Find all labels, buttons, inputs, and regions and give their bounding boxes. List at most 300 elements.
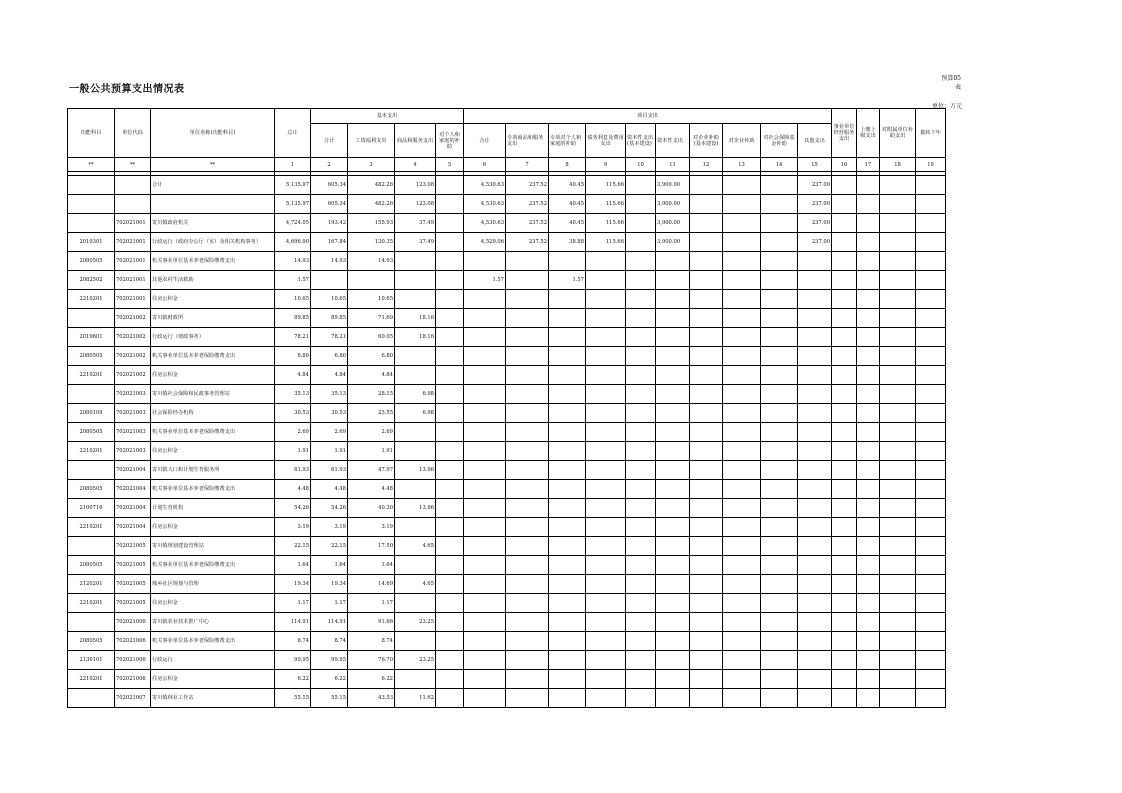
proj-capital-cell bbox=[656, 442, 690, 461]
basic-sum-cell: 1.91 bbox=[311, 442, 348, 461]
upper-cell bbox=[857, 328, 880, 347]
header-basic-salary: 工资福利支出 bbox=[348, 124, 395, 158]
total-cell: 4,696.90 bbox=[275, 233, 311, 252]
basic-salary-cell: 1.91 bbox=[348, 442, 395, 461]
name-cell: 寄川镇社会保障和民政事务管理站 bbox=[151, 385, 275, 404]
index-cell: 13 bbox=[723, 158, 761, 172]
basic-personal-cell bbox=[436, 347, 464, 366]
proj-ent-build-cell bbox=[690, 651, 723, 670]
total-cell: 6.22 bbox=[275, 670, 311, 689]
proj-ent-build-cell bbox=[690, 385, 723, 404]
proj-ent-cell bbox=[723, 328, 761, 347]
career-cell bbox=[832, 366, 857, 385]
proj-sum-cell bbox=[464, 594, 506, 613]
proj-personal-cell bbox=[549, 556, 586, 575]
basic-sum-cell: 30.53 bbox=[311, 404, 348, 423]
basic-sum-cell: 61.93 bbox=[311, 461, 348, 480]
proj-ent-cell bbox=[723, 252, 761, 271]
basic-sum-cell: 3.19 bbox=[311, 518, 348, 537]
subsidy-cell bbox=[880, 670, 916, 689]
proj-goods-cell: 237.52 bbox=[506, 214, 549, 233]
total-cell: 89.85 bbox=[275, 309, 311, 328]
proj-capital-build-cell bbox=[626, 442, 656, 461]
basic-sum-cell: 10.65 bbox=[311, 290, 348, 309]
proj-goods-cell bbox=[506, 442, 549, 461]
func-cell bbox=[68, 176, 115, 195]
code-cell: 702021005 bbox=[115, 537, 151, 556]
func-cell bbox=[68, 461, 115, 480]
proj-other-cell bbox=[798, 461, 832, 480]
basic-personal-cell bbox=[436, 214, 464, 233]
total-cell: 30.53 bbox=[275, 404, 311, 423]
proj-personal-cell bbox=[549, 347, 586, 366]
proj-debt-cell bbox=[586, 499, 626, 518]
career-cell bbox=[832, 556, 857, 575]
total-cell: 4.84 bbox=[275, 366, 311, 385]
career-cell bbox=[832, 423, 857, 442]
proj-capital-build-cell bbox=[626, 423, 656, 442]
proj-ent-cell bbox=[723, 537, 761, 556]
basic-salary-cell: 8.74 bbox=[348, 632, 395, 651]
proj-social-cell bbox=[761, 442, 798, 461]
proj-debt-cell: 115.66 bbox=[586, 176, 626, 195]
proj-ent-build-cell bbox=[690, 537, 723, 556]
code-cell: 702021003 bbox=[115, 442, 151, 461]
proj-ent-cell bbox=[723, 556, 761, 575]
basic-goods-cell: 4.65 bbox=[395, 537, 436, 556]
header-proj-capital: 资本性支出 bbox=[656, 124, 690, 158]
proj-capital-cell: 3,900.00 bbox=[656, 176, 690, 195]
subsidy-cell bbox=[880, 233, 916, 252]
basic-personal-cell bbox=[436, 556, 464, 575]
func-cell: 2080109 bbox=[68, 404, 115, 423]
career-cell bbox=[832, 499, 857, 518]
proj-ent-cell bbox=[723, 195, 761, 214]
name-cell: 合计 bbox=[151, 176, 275, 195]
career-cell bbox=[832, 518, 857, 537]
basic-sum-cell: 55.15 bbox=[311, 689, 348, 708]
code-cell bbox=[115, 195, 151, 214]
subsidy-cell bbox=[880, 537, 916, 556]
func-cell: 2080505 bbox=[68, 632, 115, 651]
basic-sum-cell: 193.42 bbox=[311, 214, 348, 233]
basic-personal-cell bbox=[436, 233, 464, 252]
proj-goods-cell bbox=[506, 366, 549, 385]
basic-salary-cell: 4.84 bbox=[348, 366, 395, 385]
basic-sum-cell: 6.22 bbox=[311, 670, 348, 689]
proj-capital-build-cell bbox=[626, 347, 656, 366]
proj-ent-build-cell bbox=[690, 290, 723, 309]
transfer-cell bbox=[916, 214, 946, 233]
total-cell: 14.93 bbox=[275, 252, 311, 271]
table-row bbox=[68, 575, 946, 594]
proj-social-cell bbox=[761, 594, 798, 613]
header-proj-sum: 合计 bbox=[464, 124, 506, 158]
proj-other-cell bbox=[798, 442, 832, 461]
career-cell bbox=[832, 613, 857, 632]
upper-cell bbox=[857, 594, 880, 613]
proj-other-cell: 237.00 bbox=[798, 195, 832, 214]
proj-social-cell bbox=[761, 214, 798, 233]
form-number bbox=[941, 74, 961, 92]
basic-sum-cell: 2.69 bbox=[311, 423, 348, 442]
proj-other-cell bbox=[798, 556, 832, 575]
header-proj-debt: 债务利息及费用支出 bbox=[586, 124, 626, 158]
basic-personal-cell bbox=[436, 537, 464, 556]
proj-social-cell bbox=[761, 252, 798, 271]
proj-ent-cell bbox=[723, 670, 761, 689]
transfer-cell bbox=[916, 632, 946, 651]
total-cell: 1.17 bbox=[275, 594, 311, 613]
index-cell: 4 bbox=[395, 158, 436, 172]
code-cell: 702021003 bbox=[115, 385, 151, 404]
basic-salary-cell: 76.70 bbox=[348, 651, 395, 670]
total-cell: 35.13 bbox=[275, 385, 311, 404]
basic-goods-cell bbox=[395, 347, 436, 366]
name-cell: 机关事业单位基本养老保险缴费支出 bbox=[151, 632, 275, 651]
proj-sum-cell bbox=[464, 347, 506, 366]
proj-ent-build-cell bbox=[690, 271, 723, 290]
proj-goods-cell bbox=[506, 385, 549, 404]
proj-ent-build-cell bbox=[690, 670, 723, 689]
basic-personal-cell bbox=[436, 271, 464, 290]
transfer-cell bbox=[916, 385, 946, 404]
basic-goods-cell bbox=[395, 670, 436, 689]
proj-sum-cell: 4,530.63 bbox=[464, 176, 506, 195]
index-cell: 19 bbox=[916, 158, 946, 172]
upper-cell bbox=[857, 290, 880, 309]
upper-cell bbox=[857, 385, 880, 404]
func-cell: 2100716 bbox=[68, 499, 115, 518]
total-cell: 55.15 bbox=[275, 689, 311, 708]
proj-capital-build-cell bbox=[626, 366, 656, 385]
proj-capital-build-cell bbox=[626, 651, 656, 670]
transfer-cell bbox=[916, 442, 946, 461]
name-cell: 计划生育机构 bbox=[151, 499, 275, 518]
transfer-cell bbox=[916, 518, 946, 537]
proj-ent-cell bbox=[723, 366, 761, 385]
basic-sum-cell: 6.80 bbox=[311, 347, 348, 366]
proj-social-cell bbox=[761, 518, 798, 537]
subsidy-cell bbox=[880, 347, 916, 366]
code-cell: 702021004 bbox=[115, 461, 151, 480]
basic-salary-cell: 482.26 bbox=[348, 195, 395, 214]
basic-salary-cell: 4.48 bbox=[348, 480, 395, 499]
career-cell bbox=[832, 689, 857, 708]
career-cell bbox=[832, 480, 857, 499]
proj-ent-cell bbox=[723, 651, 761, 670]
basic-goods-cell: 6.98 bbox=[395, 385, 436, 404]
upper-cell bbox=[857, 442, 880, 461]
proj-other-cell: 237.00 bbox=[798, 214, 832, 233]
header-basic: 基本支出 bbox=[311, 109, 464, 124]
proj-goods-cell bbox=[506, 670, 549, 689]
index-cell: 17 bbox=[857, 158, 880, 172]
proj-ent-cell bbox=[723, 385, 761, 404]
basic-salary-cell: 14.93 bbox=[348, 252, 395, 271]
proj-ent-build-cell bbox=[690, 366, 723, 385]
table-row bbox=[68, 689, 946, 708]
career-cell bbox=[832, 670, 857, 689]
transfer-cell bbox=[916, 176, 946, 195]
total-cell: 19.34 bbox=[275, 575, 311, 594]
code-cell: 702021005 bbox=[115, 556, 151, 575]
name-cell: 城乡社区规划与管理 bbox=[151, 575, 275, 594]
subsidy-cell bbox=[880, 518, 916, 537]
basic-salary-cell: 23.55 bbox=[348, 404, 395, 423]
basic-salary-cell: 6.22 bbox=[348, 670, 395, 689]
proj-personal-cell bbox=[549, 404, 586, 423]
name-cell: 机关事业单位基本养老保险缴费支出 bbox=[151, 423, 275, 442]
name-cell: 其他农村生活救助 bbox=[151, 271, 275, 290]
header-basic-personal: 对个人和家庭的补助 bbox=[436, 124, 464, 158]
proj-capital-cell bbox=[656, 423, 690, 442]
basic-goods-cell bbox=[395, 442, 436, 461]
proj-ent-build-cell bbox=[690, 442, 723, 461]
proj-capital-build-cell bbox=[626, 689, 656, 708]
proj-ent-build-cell bbox=[690, 404, 723, 423]
name-cell: 寄川镇规划建设管理站 bbox=[151, 537, 275, 556]
career-cell bbox=[832, 632, 857, 651]
proj-ent-build-cell bbox=[690, 594, 723, 613]
code-cell: 702021003 bbox=[115, 404, 151, 423]
basic-goods-cell: 23.25 bbox=[395, 651, 436, 670]
basic-sum-cell: 167.84 bbox=[311, 233, 348, 252]
proj-capital-build-cell bbox=[626, 632, 656, 651]
header-basic-goods: 商品和服务支出 bbox=[395, 124, 436, 158]
proj-capital-cell bbox=[656, 670, 690, 689]
proj-goods-cell bbox=[506, 271, 549, 290]
code-cell: 702021001 bbox=[115, 252, 151, 271]
proj-social-cell bbox=[761, 556, 798, 575]
proj-social-cell bbox=[761, 290, 798, 309]
code-cell: 702021005 bbox=[115, 575, 151, 594]
proj-personal-cell bbox=[549, 366, 586, 385]
proj-capital-build-cell bbox=[626, 195, 656, 214]
basic-personal-cell bbox=[436, 442, 464, 461]
basic-salary-cell: 40.30 bbox=[348, 499, 395, 518]
transfer-cell bbox=[916, 537, 946, 556]
basic-goods-cell bbox=[395, 594, 436, 613]
func-cell: 2210201 bbox=[68, 290, 115, 309]
func-cell bbox=[68, 537, 115, 556]
transfer-cell bbox=[916, 271, 946, 290]
proj-goods-cell bbox=[506, 423, 549, 442]
proj-debt-cell bbox=[586, 423, 626, 442]
basic-personal-cell bbox=[436, 328, 464, 347]
upper-cell bbox=[857, 366, 880, 385]
upper-cell bbox=[857, 195, 880, 214]
index-cell: 18 bbox=[880, 158, 916, 172]
basic-salary-cell: 60.05 bbox=[348, 328, 395, 347]
proj-debt-cell bbox=[586, 347, 626, 366]
proj-personal-cell bbox=[549, 461, 586, 480]
proj-debt-cell bbox=[586, 480, 626, 499]
header-func-subject: 功能科目 bbox=[68, 109, 115, 158]
proj-social-cell bbox=[761, 670, 798, 689]
proj-debt-cell bbox=[586, 442, 626, 461]
proj-capital-build-cell bbox=[626, 328, 656, 347]
proj-capital-cell bbox=[656, 271, 690, 290]
proj-ent-build-cell bbox=[690, 176, 723, 195]
proj-capital-cell bbox=[656, 347, 690, 366]
index-cell: ** bbox=[115, 158, 151, 172]
name-cell: 寄川镇财政所 bbox=[151, 309, 275, 328]
proj-capital-build-cell bbox=[626, 518, 656, 537]
basic-goods-cell bbox=[395, 366, 436, 385]
proj-goods-cell bbox=[506, 518, 549, 537]
career-cell bbox=[832, 195, 857, 214]
total-cell: 6.80 bbox=[275, 347, 311, 366]
proj-capital-cell bbox=[656, 689, 690, 708]
transfer-cell bbox=[916, 290, 946, 309]
table-row bbox=[68, 613, 946, 632]
career-cell bbox=[832, 233, 857, 252]
upper-cell bbox=[857, 347, 880, 366]
header-proj-other: 其他支出 bbox=[798, 124, 832, 158]
index-cell: 10 bbox=[626, 158, 656, 172]
transfer-cell bbox=[916, 689, 946, 708]
proj-debt-cell bbox=[586, 366, 626, 385]
proj-debt-cell bbox=[586, 613, 626, 632]
proj-sum-cell: 4,530.63 bbox=[464, 214, 506, 233]
upper-cell bbox=[857, 556, 880, 575]
basic-salary-cell: 6.80 bbox=[348, 347, 395, 366]
proj-capital-build-cell bbox=[626, 594, 656, 613]
proj-ent-build-cell bbox=[690, 499, 723, 518]
basic-salary-cell bbox=[348, 271, 395, 290]
basic-personal-cell bbox=[436, 385, 464, 404]
proj-sum-cell bbox=[464, 556, 506, 575]
transfer-cell bbox=[916, 233, 946, 252]
proj-capital-build-cell bbox=[626, 233, 656, 252]
header-transfer: 拨转下年 bbox=[916, 109, 946, 158]
basic-sum-cell: 4.48 bbox=[311, 480, 348, 499]
proj-personal-cell bbox=[549, 328, 586, 347]
total-cell: 8.74 bbox=[275, 632, 311, 651]
proj-capital-cell bbox=[656, 632, 690, 651]
proj-capital-cell bbox=[656, 461, 690, 480]
proj-capital-build-cell bbox=[626, 252, 656, 271]
proj-personal-cell: 1.57 bbox=[549, 271, 586, 290]
proj-sum-cell bbox=[464, 670, 506, 689]
proj-goods-cell bbox=[506, 689, 549, 708]
basic-personal-cell bbox=[436, 613, 464, 632]
basic-salary-cell: 71.69 bbox=[348, 309, 395, 328]
basic-salary-cell: 155.93 bbox=[348, 214, 395, 233]
proj-personal-cell bbox=[549, 632, 586, 651]
table-row bbox=[68, 423, 946, 442]
total-cell: 10.65 bbox=[275, 290, 311, 309]
basic-goods-cell bbox=[395, 290, 436, 309]
proj-capital-cell bbox=[656, 290, 690, 309]
proj-other-cell bbox=[798, 290, 832, 309]
proj-social-cell bbox=[761, 233, 798, 252]
basic-goods-cell bbox=[395, 271, 436, 290]
upper-cell bbox=[857, 404, 880, 423]
upper-cell bbox=[857, 271, 880, 290]
basic-goods-cell bbox=[395, 556, 436, 575]
proj-debt-cell bbox=[586, 385, 626, 404]
basic-goods-cell: 6.98 bbox=[395, 404, 436, 423]
basic-goods-cell: 37.49 bbox=[395, 233, 436, 252]
proj-debt-cell bbox=[586, 461, 626, 480]
total-cell: 114.91 bbox=[275, 613, 311, 632]
proj-ent-cell bbox=[723, 442, 761, 461]
proj-ent-build-cell bbox=[690, 556, 723, 575]
proj-ent-cell bbox=[723, 689, 761, 708]
subsidy-cell bbox=[880, 214, 916, 233]
proj-social-cell bbox=[761, 632, 798, 651]
proj-other-cell bbox=[798, 594, 832, 613]
name-cell: 行政运行 bbox=[151, 651, 275, 670]
name-cell: 住房公积金 bbox=[151, 670, 275, 689]
upper-cell bbox=[857, 214, 880, 233]
subsidy-cell bbox=[880, 632, 916, 651]
basic-personal-cell bbox=[436, 461, 464, 480]
table-row bbox=[68, 461, 946, 480]
func-cell: 2130101 bbox=[68, 651, 115, 670]
header-proj-social: 对社会保障基金补助 bbox=[761, 124, 798, 158]
proj-ent-build-cell bbox=[690, 328, 723, 347]
name-cell: 寄川镇人口和计划生育服务所 bbox=[151, 461, 275, 480]
proj-debt-cell bbox=[586, 328, 626, 347]
upper-cell bbox=[857, 613, 880, 632]
proj-social-cell bbox=[761, 575, 798, 594]
transfer-cell bbox=[916, 366, 946, 385]
proj-goods-cell bbox=[506, 404, 549, 423]
career-cell bbox=[832, 442, 857, 461]
proj-debt-cell bbox=[586, 651, 626, 670]
code-cell: 702021002 bbox=[115, 309, 151, 328]
basic-personal-cell bbox=[436, 480, 464, 499]
index-cell: 6 bbox=[464, 158, 506, 172]
upper-cell bbox=[857, 632, 880, 651]
basic-personal-cell bbox=[436, 404, 464, 423]
proj-debt-cell bbox=[586, 632, 626, 651]
index-cell: ** bbox=[68, 158, 115, 172]
table-row bbox=[68, 176, 946, 195]
func-cell: 2210201 bbox=[68, 518, 115, 537]
basic-goods-cell: 13.96 bbox=[395, 499, 436, 518]
proj-capital-build-cell bbox=[626, 404, 656, 423]
basic-sum-cell: 78.21 bbox=[311, 328, 348, 347]
proj-capital-build-cell bbox=[626, 537, 656, 556]
header-basic-sum: 合计 bbox=[311, 124, 348, 158]
header-unit-name: 单位名称(功能科目) bbox=[151, 109, 275, 158]
proj-social-cell bbox=[761, 347, 798, 366]
unit-label: 单位：万元 bbox=[931, 103, 962, 110]
proj-debt-cell bbox=[586, 404, 626, 423]
proj-capital-build-cell bbox=[626, 176, 656, 195]
proj-personal-cell bbox=[549, 385, 586, 404]
proj-goods-cell: 237.52 bbox=[506, 233, 549, 252]
table-row bbox=[68, 195, 946, 214]
name-cell: 寄川镇林业工作站 bbox=[151, 689, 275, 708]
proj-capital-cell: 3,900.00 bbox=[656, 214, 690, 233]
basic-salary-cell: 3.19 bbox=[348, 518, 395, 537]
basic-goods-cell: 23.25 bbox=[395, 613, 436, 632]
proj-ent-build-cell bbox=[690, 613, 723, 632]
basic-sum-cell: 605.34 bbox=[311, 176, 348, 195]
proj-social-cell bbox=[761, 423, 798, 442]
proj-sum-cell bbox=[464, 328, 506, 347]
func-cell bbox=[68, 214, 115, 233]
proj-social-cell bbox=[761, 404, 798, 423]
index-cell: 2 bbox=[311, 158, 348, 172]
proj-ent-build-cell bbox=[690, 575, 723, 594]
name-cell: 社会保险经办机构 bbox=[151, 404, 275, 423]
